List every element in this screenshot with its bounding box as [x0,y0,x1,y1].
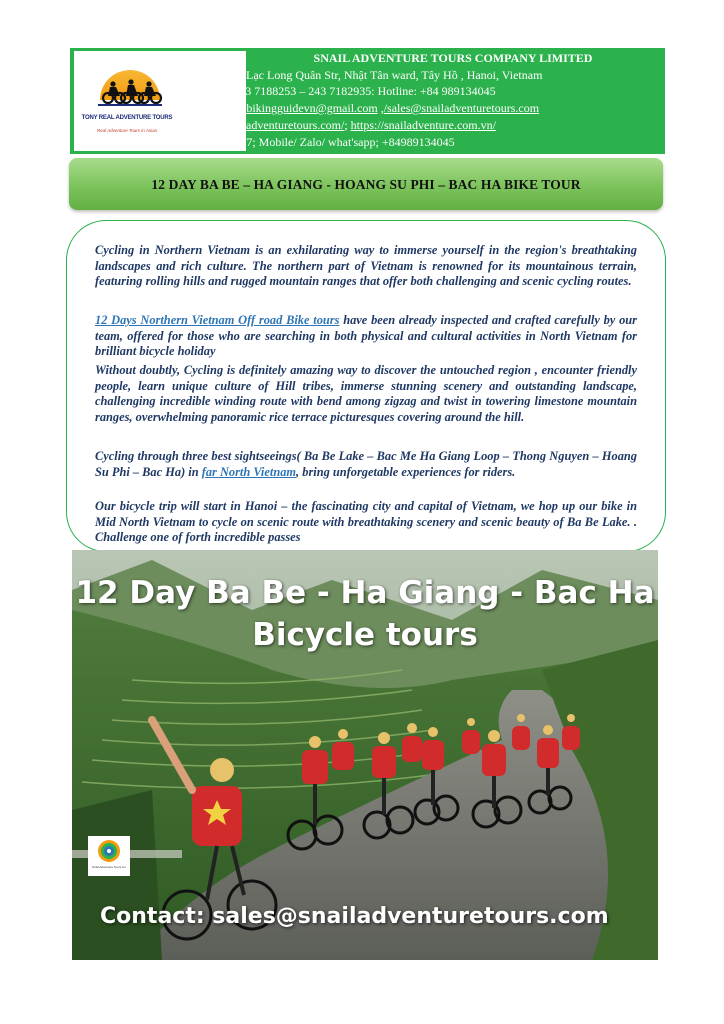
paragraph-intro: Cycling in Northern Vietnam is an exhilarating way to immerse yourself in the region's breathtaking landscapes and rich culture. The northern part of Vietnam is renowned for its mountainous terrain, featuring rolling hills and rugged mountain ranges that offer both challenging and scenic cycling routes. [95,243,637,289]
website-separator: ; [344,118,351,132]
tour-title: 12 DAY BA BE – HA GIANG - HOANG SU PHI – BAC HA BIKE TOUR [151,177,581,192]
snail-adventure-mini-logo [88,836,130,876]
letterhead [70,48,665,154]
paragraph-sightseeings [95,449,637,480]
paragraph-itinerary-start: Our bicycle trip will start in Hanoi – the fascinating city and capital of Vietnam, we hop up our bike in Mid North Vietnam to cycle on scenic route with breathtaking scenery and scenic beauty of Ba Be Lake. . Challenge one of forth incredible passes [95,499,637,545]
company-telephone: Tel: +84 243 7188253 – 243 7182935: Hotline: +84 989134045 [190,84,496,98]
photo-headline [72,572,658,656]
email-label: Email: [190,101,225,115]
company-websites [190,118,496,133]
paragraph-sightseeings-end: , bring unforgetable experiences for riders. [296,464,516,479]
snail-swirl-icon [88,836,130,866]
website-link-snailadventure[interactable]: https://snailadventure.com.vn/ [350,118,496,132]
photo-contact-email: Contact: sales@snailadventuretours.com [100,904,609,929]
paragraph-tour-offer [95,313,637,360]
tour-description-box [66,220,666,552]
email-link-tonybiking[interactable]: tonybikingguidevn@gmail.com [225,101,378,115]
photo-headline-line2: Bicycle tours [252,617,478,653]
cyclists-sunset-icon [96,62,164,112]
tour-link-12-days[interactable]: 12 Days Northern Vietnam Off road Bike tours [95,313,340,327]
far-north-vietnam-link[interactable]: far North Vietnam [201,464,297,479]
mini-logo-caption: Snail Adventure Tours Co [92,865,126,869]
photo-headline-line1: 12 Day Ba Be - Ha Giang - Bac Ha [75,575,655,611]
company-name: SNAIL ADVENTURE TOURS COMPANY LIMITED [313,51,593,65]
tour-title-banner [69,158,663,210]
cyclists-mountain-photo [72,550,658,960]
logo-tagline: Real Adventure Tours in Asian [96,128,158,133]
paragraph-discover: Without doubtly, Cycling is definitely amazing way to discover the untouched region , encounter friendly people, learn unique culture of Hill tribes, immerse stunning scenery and outstanding landscape, challenging incredible winding route with bend among zigzag and twist in towering limestone mountain ranges, overwhelming panoramic rice terrace picturesques covering around the hill. [95,363,637,424]
company-support: Support 24/7; Mobile/ Zalo/ what'sapp; +84989134045 [190,135,455,149]
email-separator: , [377,101,384,115]
company-email-line [190,101,539,116]
paragraph-sightseeings-start: Cycling through three best sightseeings( Ba Be Lake – Bac Me Ha Giang Loop – Thong Nguyen – Hoang Su Phi – Bac Ha) in [95,449,637,479]
website-link-snailadventuretours[interactable]: https://snailadventuretours.com/ [190,118,345,132]
logo-name: TONY REAL ADVENTURE TOURS [81,115,173,121]
company-address: Add: 696C Lạc Long Quân Str, Nhật Tân ward, Tây Hồ , Hanoi, Vietnam [190,68,543,82]
paragraph-tour-offer-text: have been already inspected and crafted carefully by our team, offered for those who are searching in both physical and cultural activities in North Vietnam for brilliant bicycle holiday [95,313,637,359]
email-link-sales[interactable]: /sales@snailadventuretours.com [383,101,540,115]
